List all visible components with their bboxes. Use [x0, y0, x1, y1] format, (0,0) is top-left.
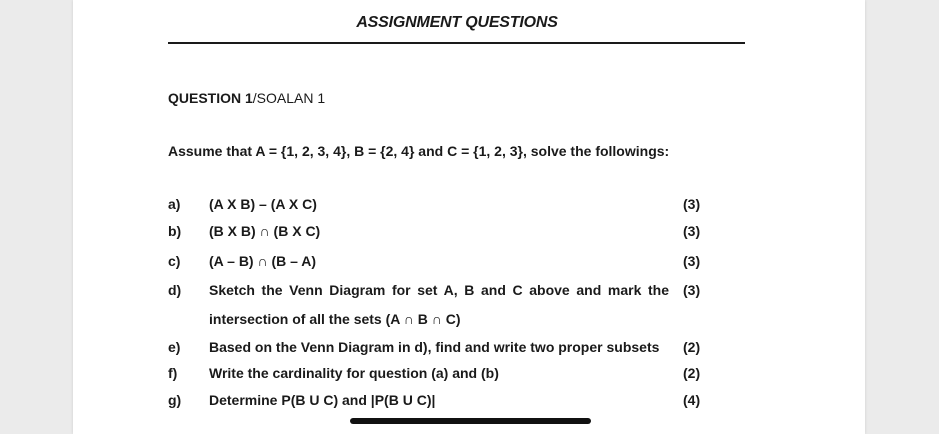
item-mark-g: (4) — [683, 392, 701, 408]
item-letter: b) — [168, 223, 182, 239]
item-text: (A – B) ∩ (B – A) — [209, 253, 317, 269]
item-mark-b: (3) — [683, 223, 701, 239]
item-text: (A X B) – (A X C) — [209, 196, 317, 212]
item-letter: e) — [168, 339, 181, 355]
item-text: Based on the Venn Diagram in d), find and write two proper subsets — [209, 339, 660, 355]
document-page — [73, 0, 865, 434]
item-mark-e: (2) — [683, 339, 701, 355]
title-underline — [168, 42, 745, 44]
question-heading — [168, 90, 325, 106]
item-text: Write the cardinality for question (a) and (b) — [209, 365, 499, 381]
item-letter: g) — [168, 392, 182, 408]
question-heading-bold: QUESTION 1 — [168, 90, 253, 106]
item-text: Sketch the Venn Diagram for set A, B and C above and mark the — [209, 282, 669, 298]
item-text: (B X B) ∩ (B X C) — [209, 223, 321, 239]
item-letter: d) — [168, 282, 182, 298]
item-text: Determine P(B U C) and |P(B U C)| — [209, 392, 436, 408]
item-mark-c: (3) — [683, 253, 701, 269]
home-indicator-bar[interactable] — [350, 418, 591, 424]
item-mark-d: (3) — [683, 282, 701, 298]
item-letter: c) — [168, 253, 181, 269]
item-mark-a: (3) — [683, 196, 701, 212]
item-text-continued: intersection of all the sets (A ∩ B ∩ C) — [209, 311, 461, 327]
item-letter: f) — [168, 365, 178, 381]
item-letter: a) — [168, 196, 181, 212]
question-intro: Assume that A = {1, 2, 3, 4}, B = {2, 4} and C = {1, 2, 3}, solve the followings: — [168, 143, 670, 159]
item-mark-f: (2) — [683, 365, 701, 381]
question-heading-rest: /SOALAN 1 — [252, 90, 326, 106]
document-title: ASSIGNMENT QUESTIONS — [356, 14, 558, 31]
